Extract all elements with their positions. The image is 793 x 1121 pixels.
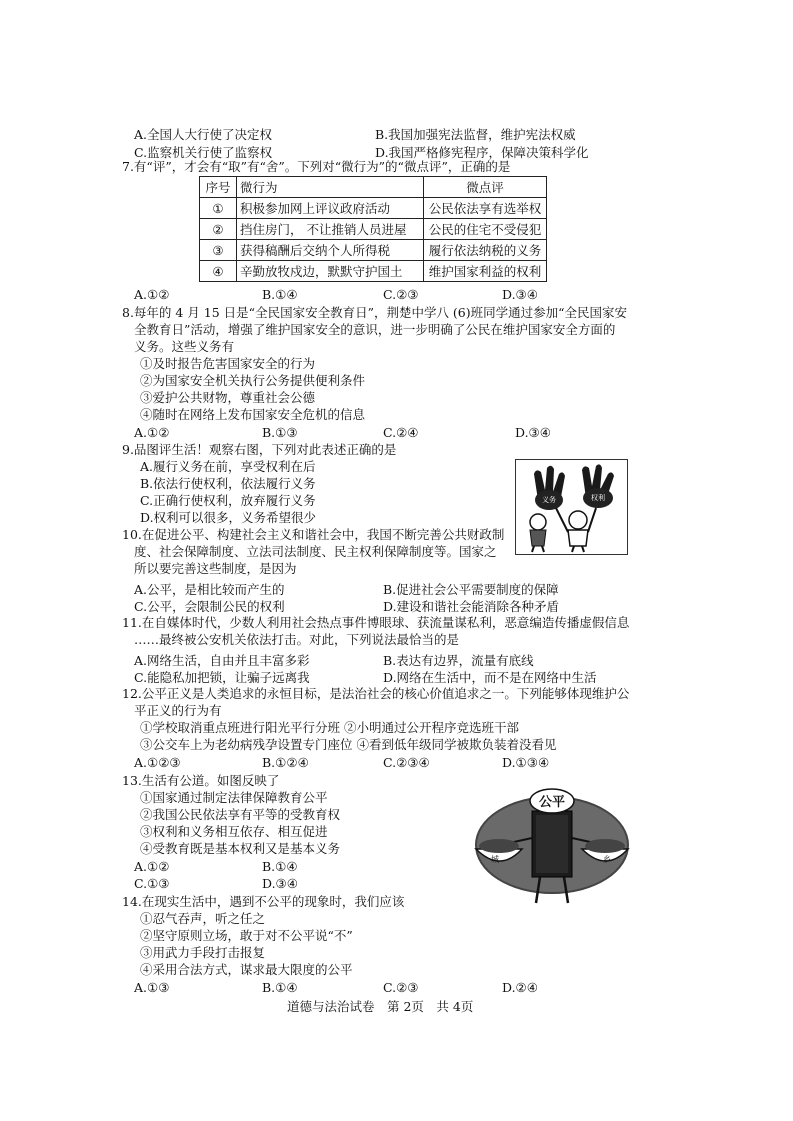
q7-option-d: D.③④ bbox=[502, 287, 538, 302]
table-header-cell: 微点评 bbox=[424, 177, 547, 198]
q13-fairness-cartoon bbox=[470, 783, 634, 917]
q9-choice-b: B.依法行使权利，依法履行义务 bbox=[140, 476, 316, 491]
q11-option-b: B.表达有边界，流量有底线 bbox=[383, 653, 534, 668]
q13-cartoon-drawing bbox=[470, 783, 634, 917]
q14-item-2: ②坚守原则立场，敢于对不公平说“不” bbox=[140, 928, 353, 943]
q6-option-d: D.我国严格修宪程序，保障决策科学化 bbox=[375, 145, 589, 160]
q7-option-a: A.①② bbox=[134, 287, 170, 302]
q10-stem-line-3: 所以要完善这些制度，是因为 bbox=[134, 561, 297, 576]
q8-stem-line-1: 8.每年的 4 月 15 日是“全民国家安全教育日”，荆楚中学八 (6)班同学通过参加“全民国家安 bbox=[122, 305, 628, 320]
q12-stem-line-2: 平正义的行为有 bbox=[134, 703, 222, 718]
q9-cartoon-image bbox=[515, 459, 628, 555]
q12-option-c: C.②③④ bbox=[383, 755, 430, 770]
q8-option-c: C.②④ bbox=[383, 425, 419, 440]
q10-option-d: D.建设和谐社会能消除各种矛盾 bbox=[383, 599, 560, 614]
q12-option-d: D.①③④ bbox=[502, 755, 550, 770]
q12-stem-line-1: 12.公平正义是人类追求的永恒目标，是法治社会的核心价值追求之一。下列能够体现维护公 bbox=[122, 686, 630, 701]
table-header-cell: 序号 bbox=[200, 177, 237, 198]
table-cell: 履行依法纳税的义务 bbox=[424, 240, 547, 261]
q8-stem-line-2: 全教育日”活动，增强了维护国家安全的意识，进一步明确了公民在维护国家安全方面的 bbox=[134, 322, 616, 337]
table-cell: 公民依法享有选举权 bbox=[424, 198, 547, 219]
page-footer: 道德与法治试卷 第 2页 共 4页 bbox=[287, 999, 474, 1014]
q12-items-line-2: ③公交车上为老幼病残孕设置专门座位 ④看到低年级同学被欺负装着没看见 bbox=[140, 737, 557, 752]
q10-option-a: A.公平，是相比较而产生的 bbox=[134, 582, 285, 597]
table-row bbox=[200, 219, 547, 240]
table-cell: ③ bbox=[200, 240, 237, 261]
q9-choice-a: A.履行义务在前，享受权利在后 bbox=[140, 459, 316, 474]
q9-choice-d: D.权利可以很多，义务希望很少 bbox=[140, 510, 317, 525]
cartoon-countryside-label: 乡 bbox=[603, 855, 611, 864]
q8-stem-line-3: 义务。这些义务有 bbox=[134, 339, 235, 354]
cartoon-city-label: 城 bbox=[491, 855, 499, 864]
q13-item-2: ②我国公民依法享有平等的受教育权 bbox=[140, 807, 341, 822]
q12-items-line-1: ①学校取消重点班进行阳光平行分班 ②小明通过公开程序竞选班干部 bbox=[140, 720, 519, 735]
q8-option-d: D.③④ bbox=[515, 425, 551, 440]
q6-option-a: A.全国人大行使了决定权 bbox=[134, 127, 273, 142]
table-cell: 获得稿酬后交纳个人所得税 bbox=[237, 240, 424, 261]
q7-option-c: C.②③ bbox=[383, 287, 419, 302]
q11-stem-line-2: ……最终被公安机关依法打击。对此，下列说法最恰当的是 bbox=[134, 632, 460, 647]
q8-item-3: ③爱护公共财物，尊重社会公德 bbox=[140, 390, 316, 405]
q11-stem-line-1: 11.在自媒体时代，少数人利用社会热点事件博眼球、获流量谋私利，恶意编造传播虚假信息 bbox=[122, 615, 630, 630]
q14-option-a: A.①③ bbox=[134, 980, 170, 995]
q14-item-3: ③用武力手段打击报复 bbox=[140, 945, 266, 960]
table-cell: 辛勤放牧戍边，默默守护国土 bbox=[237, 261, 424, 282]
q10-stem-line-2: 度、社会保障制度、立法司法制度、民主权利保障制度等。国家之 bbox=[134, 544, 497, 559]
q8-item-2: ②为国家安全机关执行公务提供便利条件 bbox=[140, 373, 366, 388]
q9-cartoon-drawing bbox=[516, 460, 627, 554]
table-cell: 维护国家利益的权利 bbox=[424, 261, 547, 282]
q13-option-c: C.①③ bbox=[134, 876, 170, 891]
cartoon-fairness-label: 公平 bbox=[538, 795, 566, 810]
q6-option-b: B.我国加强宪法监督，维护宪法权威 bbox=[375, 127, 576, 142]
q12-option-b: B.①②④ bbox=[262, 755, 309, 770]
table-cell: 积极参加网上评议政府活动 bbox=[237, 198, 424, 219]
table-cell: 挡住房门， 不让推销人员进屋 bbox=[237, 219, 424, 240]
q9-choice-c: C.正确行使权利，放弃履行义务 bbox=[140, 493, 316, 508]
q10-option-c: C.公平，会限制公民的权利 bbox=[134, 599, 285, 614]
table-header-cell: 微行为 bbox=[237, 177, 424, 198]
q8-item-4: ④随时在网络上发布国家安全危机的信息 bbox=[140, 407, 366, 422]
q7-option-b: B.①④ bbox=[262, 287, 298, 302]
q8-item-1: ①及时报告危害国家安全的行为 bbox=[140, 356, 316, 371]
q13-stem: 13.生活有公道。如图反映了 bbox=[122, 773, 280, 788]
q11-option-c: C.能隐私加把锁，让骗子远离我 bbox=[134, 670, 310, 685]
svg-text:权利: 权利 bbox=[591, 494, 605, 502]
q14-option-b: B.①④ bbox=[262, 980, 298, 995]
table-row bbox=[200, 198, 547, 219]
q7-table bbox=[199, 176, 547, 282]
q8-option-a: A.①② bbox=[134, 425, 170, 440]
q13-item-3: ③权利和义务相互依存、相互促进 bbox=[140, 824, 328, 839]
q11-option-d: D.网络在生活中，而不是在网络中生活 bbox=[383, 670, 597, 685]
q11-option-a: A.网络生活，自由并且丰富多彩 bbox=[134, 653, 310, 668]
q14-item-4: ④采用合法方式，谋求最大限度的公平 bbox=[140, 962, 353, 977]
svg-text:义务: 义务 bbox=[542, 496, 556, 504]
table-row bbox=[200, 261, 547, 282]
q13-option-b: B.①④ bbox=[262, 859, 298, 874]
q12-option-a: A.①②③ bbox=[134, 755, 181, 770]
table-row bbox=[200, 240, 547, 261]
q9-stem: 9.品图评生活！观察右图，下列对此表述正确的是 bbox=[122, 442, 397, 457]
q14-stem: 14.在现实生活中，遇到不公平的现象时，我们应该 bbox=[122, 894, 405, 909]
table-cell: 公民的住宅不受侵犯 bbox=[424, 219, 547, 240]
q8-option-b: B.①③ bbox=[262, 425, 298, 440]
table-cell: ② bbox=[200, 219, 237, 240]
q7-stem: 7.有“评”，才会有“取”有“舍”。下列对“微行为”的“微点评”，正确的是 bbox=[122, 159, 511, 174]
table-cell: ① bbox=[200, 198, 237, 219]
q14-option-c: C.②③ bbox=[383, 980, 419, 995]
q14-option-d: D.②④ bbox=[502, 980, 538, 995]
q10-option-b: B.促进社会公平需要制度的保障 bbox=[383, 582, 559, 597]
q14-item-1: ①忍气吞声，听之任之 bbox=[140, 911, 266, 926]
q13-option-a: A.①② bbox=[134, 859, 170, 874]
table-cell: ④ bbox=[200, 261, 237, 282]
q13-item-1: ①国家通过制定法律保障教育公平 bbox=[140, 790, 328, 805]
table-header-row bbox=[200, 177, 547, 198]
q10-stem-line-1: 10.在促进公平、构建社会主义和谐社会中，我国不断完善公共财政制 bbox=[122, 527, 505, 542]
q13-item-4: ④受教育既是基本权利又是基本义务 bbox=[140, 841, 341, 856]
q13-option-d: D.③④ bbox=[262, 876, 298, 891]
q6-option-c: C.监察机关行使了监察权 bbox=[134, 145, 273, 160]
